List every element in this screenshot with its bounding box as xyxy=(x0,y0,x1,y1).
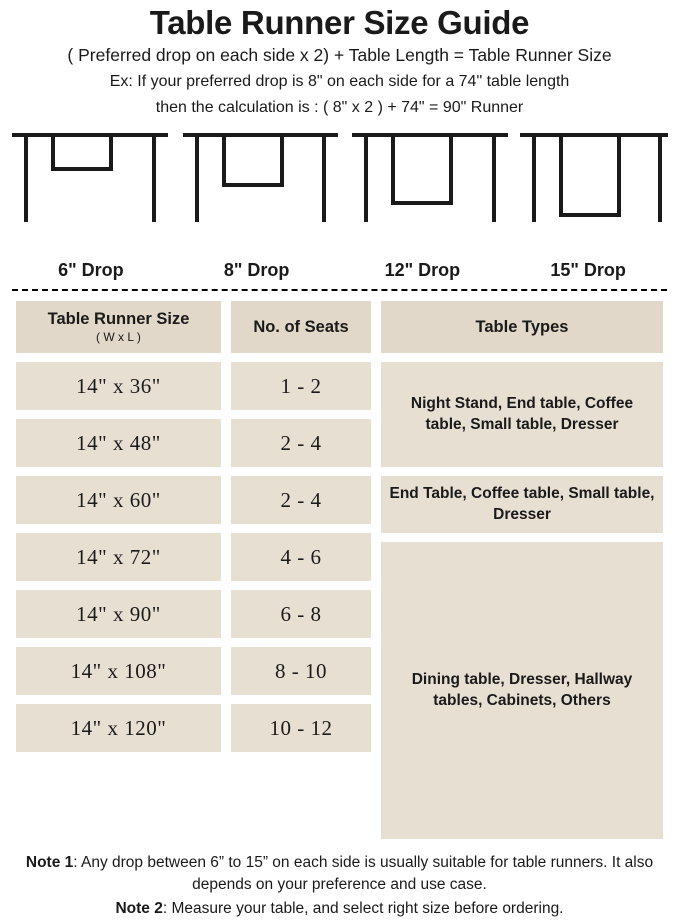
column-runner-size xyxy=(16,301,221,848)
note-1-text: : Any drop between 6” to 15” on each side is usually suitable for table runners. It also depends on your preference and use case. xyxy=(73,854,654,894)
table-row: 14" x 72" xyxy=(16,533,221,581)
size-guide-page xyxy=(0,4,679,918)
table-header-seats xyxy=(231,301,371,353)
table-row: 4 - 6 xyxy=(231,533,371,581)
table-row: 2 - 4 xyxy=(231,419,371,467)
drop-label-row xyxy=(8,260,671,281)
header-runner-size-label: Table Runner Size xyxy=(47,310,190,329)
header-runner-size-sub: ( W x L ) xyxy=(96,330,141,345)
drop-label-6: 6" Drop xyxy=(58,260,124,281)
drop-label-8: 8" Drop xyxy=(223,260,290,281)
column-seats xyxy=(231,301,371,848)
table-row: 14" x 120" xyxy=(16,704,221,752)
table-row: Dining table, Dresser, Hallway tables, Cabinets, Others xyxy=(381,542,663,839)
table-row: 14" x 90" xyxy=(16,590,221,638)
notes-section xyxy=(8,852,671,920)
table-row: 14" x 36" xyxy=(16,362,221,410)
example-line-2: then the calculation is : ( 8" x 2 ) + 74" = 90" Runner xyxy=(155,99,524,116)
table-row: 14" x 48" xyxy=(16,419,221,467)
note-1 xyxy=(14,852,665,896)
drop-diagram xyxy=(8,127,671,262)
size-table xyxy=(8,301,671,848)
table-row: 14" x 60" xyxy=(16,476,221,524)
note-2 xyxy=(14,898,665,920)
table-row: 6 - 8 xyxy=(231,590,371,638)
example-line-1: Ex: If your preferred drop is 8" on each side for a 74" table length xyxy=(109,72,570,90)
table-row: 14" x 108" xyxy=(16,647,221,695)
drop-label-12: 12" Drop xyxy=(384,260,461,281)
note-2-label: Note 2 xyxy=(115,900,163,918)
table-row: 10 - 12 xyxy=(231,704,371,752)
table-header-types xyxy=(381,301,663,353)
table-row: Night Stand, End table, Coffee table, Small table, Dresser xyxy=(381,362,663,467)
column-table-types xyxy=(381,301,663,848)
table-row: 8 - 10 xyxy=(231,647,371,695)
drop-label-15: 15" Drop xyxy=(550,260,626,281)
section-divider xyxy=(12,289,667,291)
table-header-runner-size xyxy=(16,301,221,353)
table-row: 2 - 4 xyxy=(231,476,371,524)
table-row: End Table, Coffee table, Small table, Dresser xyxy=(381,476,663,533)
header-seats-label: No. of Seats xyxy=(253,318,349,337)
table-row: 1 - 2 xyxy=(231,362,371,410)
page-title: Table Runner Size Guide xyxy=(149,4,530,41)
header-types-label: Table Types xyxy=(475,318,569,337)
note-2-text: : Measure your table, and select right size before ordering. xyxy=(162,900,564,918)
formula-line: ( Preferred drop on each side x 2) + Table Length = Table Runner Size xyxy=(67,44,612,65)
drop-diagram-svg xyxy=(8,127,671,262)
note-1-label: Note 1 xyxy=(25,854,74,872)
